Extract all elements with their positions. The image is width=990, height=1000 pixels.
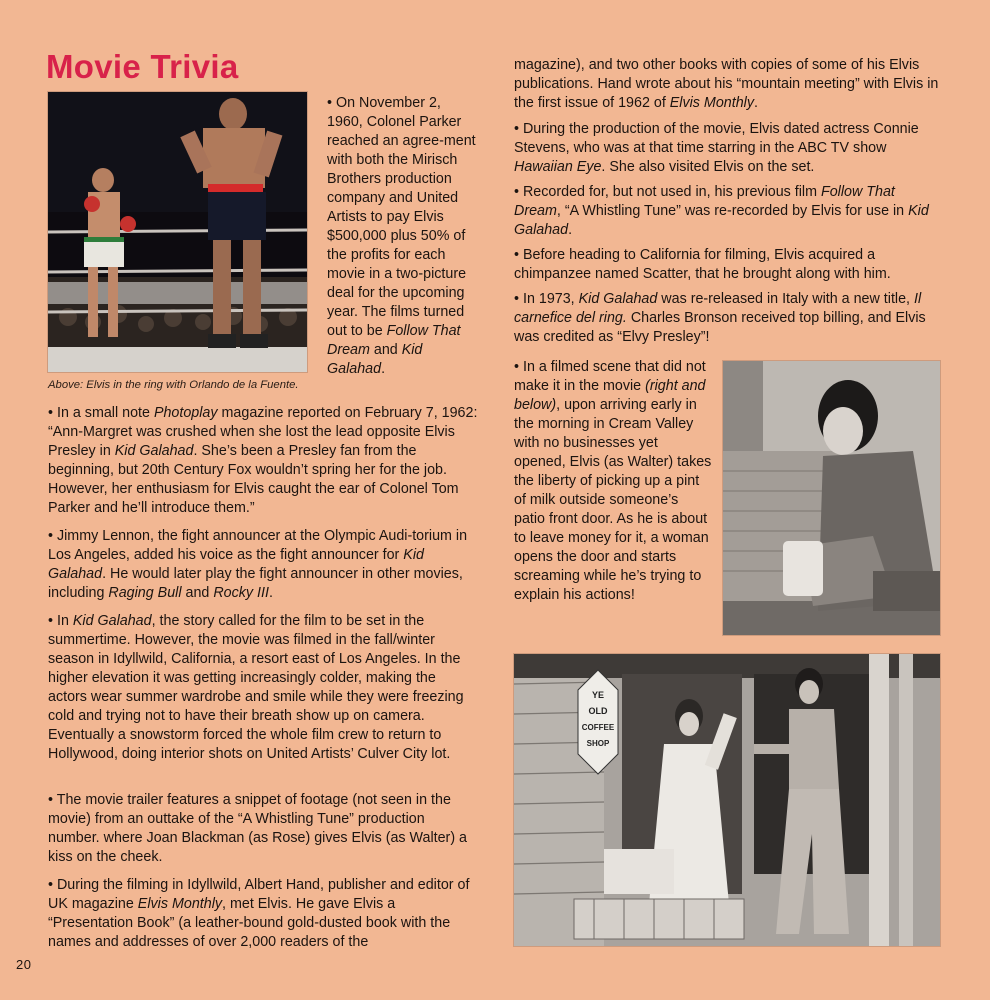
trivia-paragraph-albert-hand: • During the filming in Idyllwild, Albert Hand, publisher and editor of UK magazine Elvis Monthly, met Elvis. He gave Elvis a “Presentation Book” (a leather-bound gold-dusted book with the names and addresses of over 2,000 readers of the (48, 877, 470, 950)
trivia-paragraph-whistling-tune: • Recorded for, but not used in, his previous film Follow That Dream, “A Whistling Tune” was re-recorded by Elvis for use in Kid Galahad. (514, 184, 929, 238)
sign-text-4: SHOP (586, 739, 610, 748)
photo-caption: Above: Elvis in the ring with Orlando de la Fuente. (48, 379, 299, 391)
page-number: 20 (16, 957, 32, 972)
trivia-paragraph-continued: magazine), and two other books with copies of some of his Elvis publications. Hand wrote about his “mountain meeting” with Elvis in the first issue of 1962 of Elvis Monthly. (514, 57, 939, 111)
trivia-paragraph-jimmy-lennon: • Jimmy Lennon, the fight announcer at the Olympic Audi-torium in Los Angeles, added his voice as the fight announcer for Kid Galahad. He would later play the fight announcer in other movies, including Raging Bull and Rocky III. (48, 528, 468, 601)
trivia-paragraph-scatter: • Before heading to California for filming, Elvis acquired a chimpanzee named Scatter, that he brought along with him. (514, 247, 891, 282)
trivia-paragraph-connie-stevens: • During the production of the movie, Elvis dated actress Connie Stevens, who was at that time starring in the ABC TV show Hawaiian Eye. She also visited Elvis on the set. (514, 121, 919, 175)
sign-text-3: COFFEE (581, 723, 615, 732)
page-title: Movie Trivia (46, 48, 239, 85)
elvis-milk-bottle-photo (723, 361, 940, 635)
boxing-ring-photo (48, 92, 307, 372)
trivia-paragraph-filming-season: • In Kid Galahad, the story called for the film to be set in the summertime. However, the movie was filmed in the fall/winter season in Idyllwild, California, a resort east of Los Angeles. In the higher elevation it was getting increasingly colder, making the actors wear summer wardrobe and smile while they were freezing cold and trying not to have their breath show up on camera. Eventually a snowstorm forced the whole film crew to return to Hollywood, doing interior shots on United Artists’ Culver City lot. (48, 613, 464, 762)
trivia-paragraph-deleted-scene: • In a filmed scene that did not make it in the movie (right and below), upon arriving early in the morning in Cream Valley with no businesses yet opened, Elvis (as Walter) takes the liberty of picking up a pint of milk outside someone’s patio front door. As he is about to leave money for it, a woman opens the door and starts screaming while he’s trying to explain his actions! (514, 359, 712, 603)
trivia-paragraph-trailer: • The movie trailer features a snippet of footage (not seen in the movie) from an outtake of the “A Whistling Tune” production number. where Joan Blackman (as Rose) gives Elvis (as Walter) a kiss on the cheek. (48, 792, 468, 865)
trivia-paragraph-ann-margret: • In a small note Photoplay magazine reported on February 7, 1962: “Ann-Margret was crushed when she lost the lead opposite Elvis Presley in Kid Galahad. She’s been a Presley fan from the beginning, but 20th Century Fox wouldn’t spring her for the job. However, her enthusiasm for Elvis caught the ear of Colonel Tom Parker and he’ll introduce them.” (48, 405, 478, 516)
trivia-paragraph-contract: • On November 2, 1960, Colonel Parker reached an agree-ment with both the Mirisch Brothers production company and United Artists to pay Elvis $500,000 plus 50% of the profits for each movie in a two-picture deal for the upcoming year. The films turned out to be Follow That Dream and Kid Galahad. (327, 95, 476, 377)
coffee-shop-scene-photo (514, 654, 940, 946)
trivia-paragraph-italy-release: • In 1973, Kid Galahad was re-released in Italy with a new title, Il carnefice del ring. Charles Bronson received top billing, and Elvis was credited as “Elvy Presley”! (514, 291, 926, 345)
sign-text-1: YE (591, 690, 605, 700)
sign-text-2: OLD (588, 706, 608, 716)
